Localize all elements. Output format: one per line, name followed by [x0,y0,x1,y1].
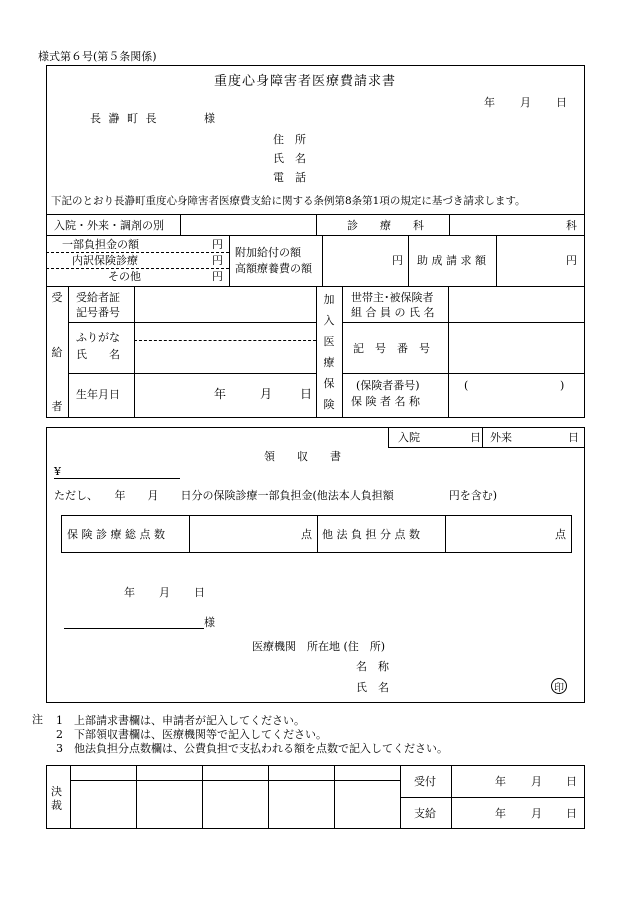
notes-label: 注 [32,713,43,726]
points-label: 保 険 診 療 総 点 数 [67,528,165,541]
paid-year: 年 [495,807,506,820]
other-law-points-label: 他 法 負 担 分 点 数 [322,528,420,541]
request-date-month: 月 [520,96,531,109]
insurer-number-label: (保険者番号) [356,379,420,392]
receipt-yen-mark: ¥ [54,465,61,478]
receipt-inpatient-day: 日 [470,431,481,444]
request-statement: 下記のとおり長瀞町重度心身障害者医療費支給に関する条例第8条第1項の規定に基づき請求します。 [51,195,526,207]
additional-benefit-label: 附加給付の額 [235,246,301,259]
breakdown-other-yen: 円 [212,270,223,283]
receipt-date-year: 年 [124,586,135,599]
cert-label-1: 受給者証 [76,291,120,304]
birthdate-label: 生年月日 [76,388,120,401]
symbol-number-label: 記 号 番 号 [353,342,430,355]
receipt-form [46,427,585,703]
received-month: 月 [531,775,542,788]
recipient-name-label: 氏 名 [76,348,120,361]
furigana-label: ふりがな [76,331,120,344]
receipt-sama: 様 [204,616,215,629]
recipient-side-label: 受 給 者 [51,291,63,413]
receipt-date-day: 日 [194,586,205,599]
householder-label-1: 世帯主･被保険者 [351,291,434,304]
applicant-address-label: 住 所 [273,133,306,146]
seal-icon: 印 [551,678,567,694]
paid-month: 月 [531,807,542,820]
approval-label-2: 裁 [51,799,62,812]
receipt-title: 領 収 書 [264,450,341,463]
receipt-proviso: ただし、 年 月 日分の保険診療一部負担金(他法本人負担額 円を含む) [54,489,498,502]
cert-label-2: 記号番号 [76,306,120,319]
high-cost-label: 高額療養費の額 [235,262,312,275]
institution-person-label: 氏 名 [356,681,389,694]
applicant-name-label: 氏 名 [273,152,306,165]
paid-day: 日 [566,807,577,820]
receipt-outpatient-label: 外来 [490,431,512,444]
request-date-day: 日 [556,96,567,109]
type-label: 入院・外来・調剤の別 [54,219,164,232]
received-day: 日 [566,775,577,788]
breakdown-other-label: その他 [108,270,141,283]
insurance-side-label: 加 入 医 療 保 険 [323,293,335,411]
birth-year: 年 [214,387,227,401]
additional-yen: 円 [392,254,403,267]
other-law-points-unit: 点 [555,528,566,541]
received-year: 年 [495,775,506,788]
birth-day: 日 [300,387,313,401]
request-date-year: 年 [484,96,495,109]
breakdown-insurance-label: 内訳保険診療 [72,254,138,267]
paid-label: 支給 [414,807,436,820]
received-label: 受付 [414,775,436,788]
note-item: 2 下部領収書欄は、医療機関等で記入してください。 [56,728,327,741]
approval-label-1: 決 [51,785,62,798]
note-item: 1 上部請求書欄は、申請者が記入してください。 [56,714,305,727]
points-unit: 点 [301,528,312,541]
addressee: 長 瀞 町 長 [90,112,159,125]
institution-name-label: 名 称 [356,660,389,673]
request-title: 重度心身障害者医療費請求書 [214,74,397,89]
form-label: 様式第６号(第５条関係) [38,50,157,63]
breakdown-insurance-yen: 円 [212,254,223,267]
institution-address-label: 医療機関 所在地 (住 所) [252,640,386,653]
note-item: 3 他法負担分点数欄は、公費負担で支払われる額を点数で記入してください。 [56,742,448,755]
copay-yen: 円 [212,238,223,251]
receipt-outpatient-day: 日 [568,431,579,444]
applicant-phone-label: 電 話 [273,171,306,184]
householder-label-2: 組 合 員 の 氏 名 [351,306,435,319]
subsidy-yen: 円 [566,254,577,267]
receipt-date-month: 月 [159,586,170,599]
birth-month: 月 [260,387,273,401]
receipt-inpatient-label: 入院 [398,431,420,444]
department-label: 診 療 科 [347,219,424,232]
addressee-sama: 様 [204,112,215,125]
insurer-paren-open: ( [464,379,469,392]
copay-label: 一部負担金の額 [62,238,139,251]
subsidy-label: 助 成 請 求 額 [417,254,486,267]
insurer-paren-close: ) [560,379,565,392]
department-unit: 科 [566,219,577,232]
insurer-name-label: 保 険 者 名 称 [351,395,420,408]
